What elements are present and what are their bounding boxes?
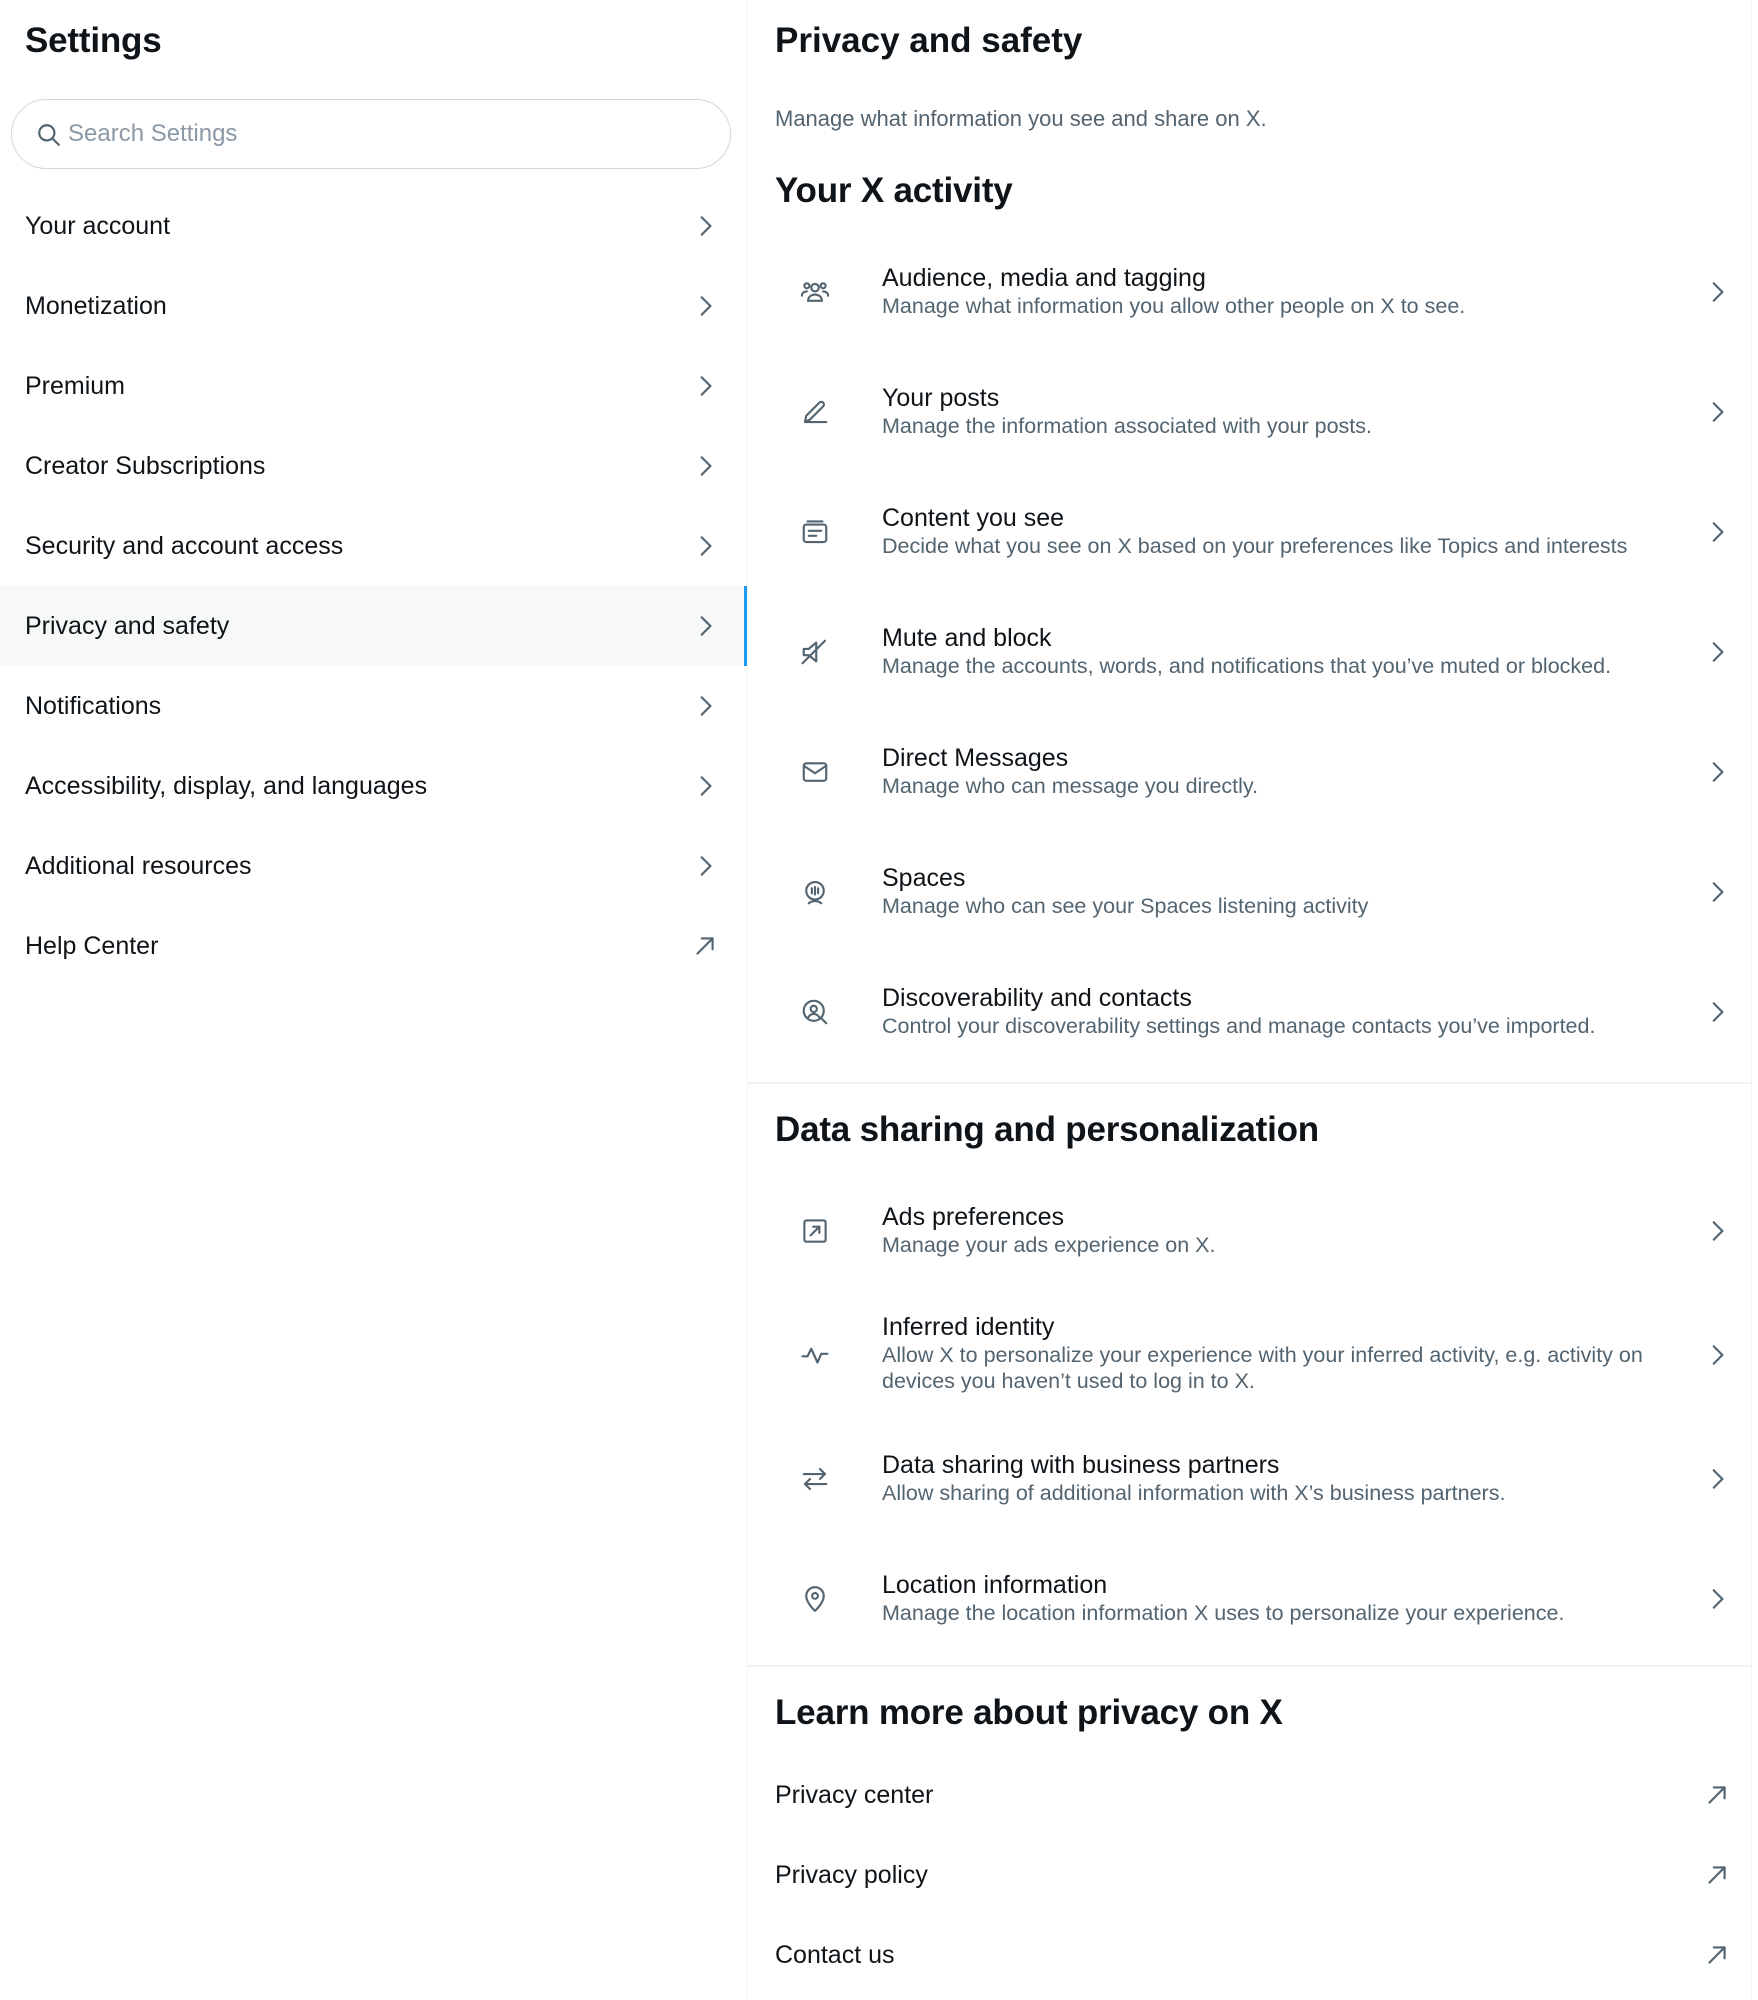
sidebar-item-label: Accessibility, display, and languages <box>25 772 428 800</box>
location-pin-icon <box>800 1584 830 1614</box>
chevron-right-icon <box>1704 279 1730 305</box>
setting-mute-and-block[interactable] <box>748 592 1752 712</box>
sidebar-item-label: Help Center <box>25 932 159 960</box>
sidebar-item-help-center[interactable] <box>0 906 747 986</box>
sidebar-item-label: Notifications <box>25 692 162 720</box>
content-card-icon <box>800 517 830 547</box>
privacy-settings-panel <box>748 0 1752 2000</box>
setting-description: Manage your ads experience on X. <box>882 1233 1216 1257</box>
setting-data-sharing-business-partners[interactable] <box>748 1419 1752 1539</box>
section-heading-your-x-activity: Your X activity <box>775 171 1013 210</box>
setting-title: Location information <box>882 1571 1108 1599</box>
chevron-right-icon <box>1704 1342 1730 1368</box>
chevron-right-icon <box>692 533 718 559</box>
sidebar-title: Settings <box>25 21 162 60</box>
sidebar-item-label: Creator Subscriptions <box>25 452 266 480</box>
spaces-icon <box>800 877 830 907</box>
setting-title: Ads preferences <box>882 1203 1065 1231</box>
setting-description: Control your discoverability settings and manage contacts you’ve imported. <box>882 1014 1596 1038</box>
section-divider <box>748 1082 1752 1084</box>
chevron-right-icon <box>1704 639 1730 665</box>
setting-description: Manage who can see your Spaces listening activity <box>882 894 1369 918</box>
envelope-icon <box>800 757 830 787</box>
chevron-right-icon <box>692 453 718 479</box>
sidebar-item-creator-subscriptions[interactable] <box>0 426 747 506</box>
setting-text <box>882 383 1672 439</box>
setting-title: Discoverability and contacts <box>882 984 1192 1012</box>
setting-title: Inferred identity <box>882 1313 1055 1341</box>
link-label: Contact us <box>775 1941 895 1969</box>
magnifier-person-icon <box>800 997 830 1027</box>
setting-text <box>882 503 1672 559</box>
setting-ads-preferences[interactable] <box>748 1171 1752 1291</box>
link-privacy-policy[interactable] <box>748 1835 1752 1915</box>
sidebar-item-additional-resources[interactable] <box>0 826 747 906</box>
external-link-arrow-icon <box>1704 1862 1730 1888</box>
setting-description: Manage the location information X uses to personalize your experience. <box>882 1601 1565 1625</box>
sidebar-item-premium[interactable] <box>0 346 747 426</box>
setting-discoverability-and-contacts[interactable] <box>748 952 1752 1072</box>
page-subtitle: Manage what information you see and share on X. <box>775 106 1267 131</box>
sidebar-item-monetization[interactable] <box>0 266 747 346</box>
setting-title: Data sharing with business partners <box>882 1451 1280 1479</box>
link-contact-us[interactable] <box>748 1915 1752 1995</box>
external-link-arrow-icon <box>1704 1782 1730 1808</box>
setting-content-you-see[interactable] <box>748 472 1752 592</box>
setting-description: Decide what you see on X based on your preferences like Topics and interests <box>882 534 1628 558</box>
external-link-arrow-icon <box>1704 1942 1730 1968</box>
sidebar-item-label: Security and account access <box>25 532 344 560</box>
sidebar-item-label: Premium <box>25 372 126 400</box>
section-heading-data-sharing: Data sharing and personalization <box>775 1110 1319 1149</box>
chevron-right-icon <box>692 693 718 719</box>
chevron-right-icon <box>1704 399 1730 425</box>
chevron-right-icon <box>692 293 718 319</box>
chevron-right-icon <box>692 213 718 239</box>
setting-spaces[interactable] <box>748 832 1752 952</box>
setting-description: Manage what information you allow other people on X to see. <box>882 294 1466 318</box>
pencil-icon <box>800 397 830 427</box>
setting-text <box>882 1450 1672 1506</box>
sidebar-item-label: Additional resources <box>25 852 252 880</box>
setting-title: Direct Messages <box>882 744 1069 772</box>
main-panel-border <box>1751 0 1752 2000</box>
search-input[interactable] <box>68 110 708 158</box>
setting-text <box>882 263 1672 319</box>
link-label: Privacy policy <box>775 1861 928 1889</box>
chevron-right-icon <box>692 613 718 639</box>
setting-description: Allow X to personalize your experience with your inferred activity, e.g. activity on devices you haven’t used to log in to X. <box>882 1343 1643 1393</box>
ad-box-icon <box>800 1216 830 1246</box>
setting-description: Allow sharing of additional information with X’s business partners. <box>882 1481 1506 1505</box>
sidebar-item-notifications[interactable] <box>0 666 747 746</box>
settings-sidebar <box>0 0 747 2000</box>
setting-title: Spaces <box>882 864 966 892</box>
setting-audience-media-tagging[interactable] <box>748 232 1752 352</box>
sidebar-item-privacy-and-safety[interactable] <box>0 586 747 666</box>
chevron-right-icon <box>1704 999 1730 1025</box>
setting-your-posts[interactable] <box>748 352 1752 472</box>
setting-text <box>882 1570 1672 1626</box>
chevron-right-icon <box>1704 1218 1730 1244</box>
sidebar-item-security-and-account-access[interactable] <box>0 506 747 586</box>
chevron-right-icon <box>692 773 718 799</box>
external-link-arrow-icon <box>692 933 718 959</box>
setting-text <box>882 623 1672 679</box>
setting-text <box>882 1202 1672 1258</box>
setting-location-information[interactable] <box>748 1539 1752 1659</box>
sidebar-item-your-account[interactable] <box>0 186 747 266</box>
chevron-right-icon <box>1704 1586 1730 1612</box>
activity-pulse-icon <box>800 1340 830 1370</box>
muted-speaker-icon <box>800 637 830 667</box>
setting-description: Manage who can message you directly. <box>882 774 1259 798</box>
setting-text <box>882 983 1672 1039</box>
page-title: Privacy and safety <box>775 21 1083 60</box>
setting-text <box>882 1312 1672 1394</box>
sidebar-item-label: Your account <box>25 212 171 240</box>
search-icon <box>36 122 62 148</box>
chevron-right-icon <box>692 853 718 879</box>
section-heading-learn-more: Learn more about privacy on X <box>775 1693 1283 1732</box>
sidebar-item-label: Monetization <box>25 292 167 320</box>
sidebar-item-accessibility-display-languages[interactable] <box>0 746 747 826</box>
swap-arrows-icon <box>800 1464 830 1494</box>
chevron-right-icon <box>1704 519 1730 545</box>
setting-title: Mute and block <box>882 624 1052 652</box>
setting-text <box>882 743 1672 799</box>
setting-title: Your posts <box>882 384 1000 412</box>
chevron-right-icon <box>1704 879 1730 905</box>
sidebar-item-label: Privacy and safety <box>25 612 230 640</box>
setting-title: Content you see <box>882 504 1065 532</box>
setting-direct-messages[interactable] <box>748 712 1752 832</box>
settings-nav <box>0 186 747 986</box>
chevron-right-icon <box>1704 759 1730 785</box>
setting-description: Manage the information associated with your posts. <box>882 414 1372 438</box>
search-box[interactable] <box>11 99 731 169</box>
chevron-right-icon <box>1704 1466 1730 1492</box>
setting-title: Audience, media and tagging <box>882 264 1206 292</box>
section-divider <box>748 1665 1752 1667</box>
link-label: Privacy center <box>775 1781 934 1809</box>
setting-description: Manage the accounts, words, and notifications that you’ve muted or blocked. <box>882 654 1612 678</box>
setting-text <box>882 863 1672 919</box>
link-privacy-center[interactable] <box>748 1755 1752 1835</box>
setting-inferred-identity[interactable] <box>748 1291 1752 1419</box>
people-icon <box>800 277 830 307</box>
chevron-right-icon <box>692 373 718 399</box>
